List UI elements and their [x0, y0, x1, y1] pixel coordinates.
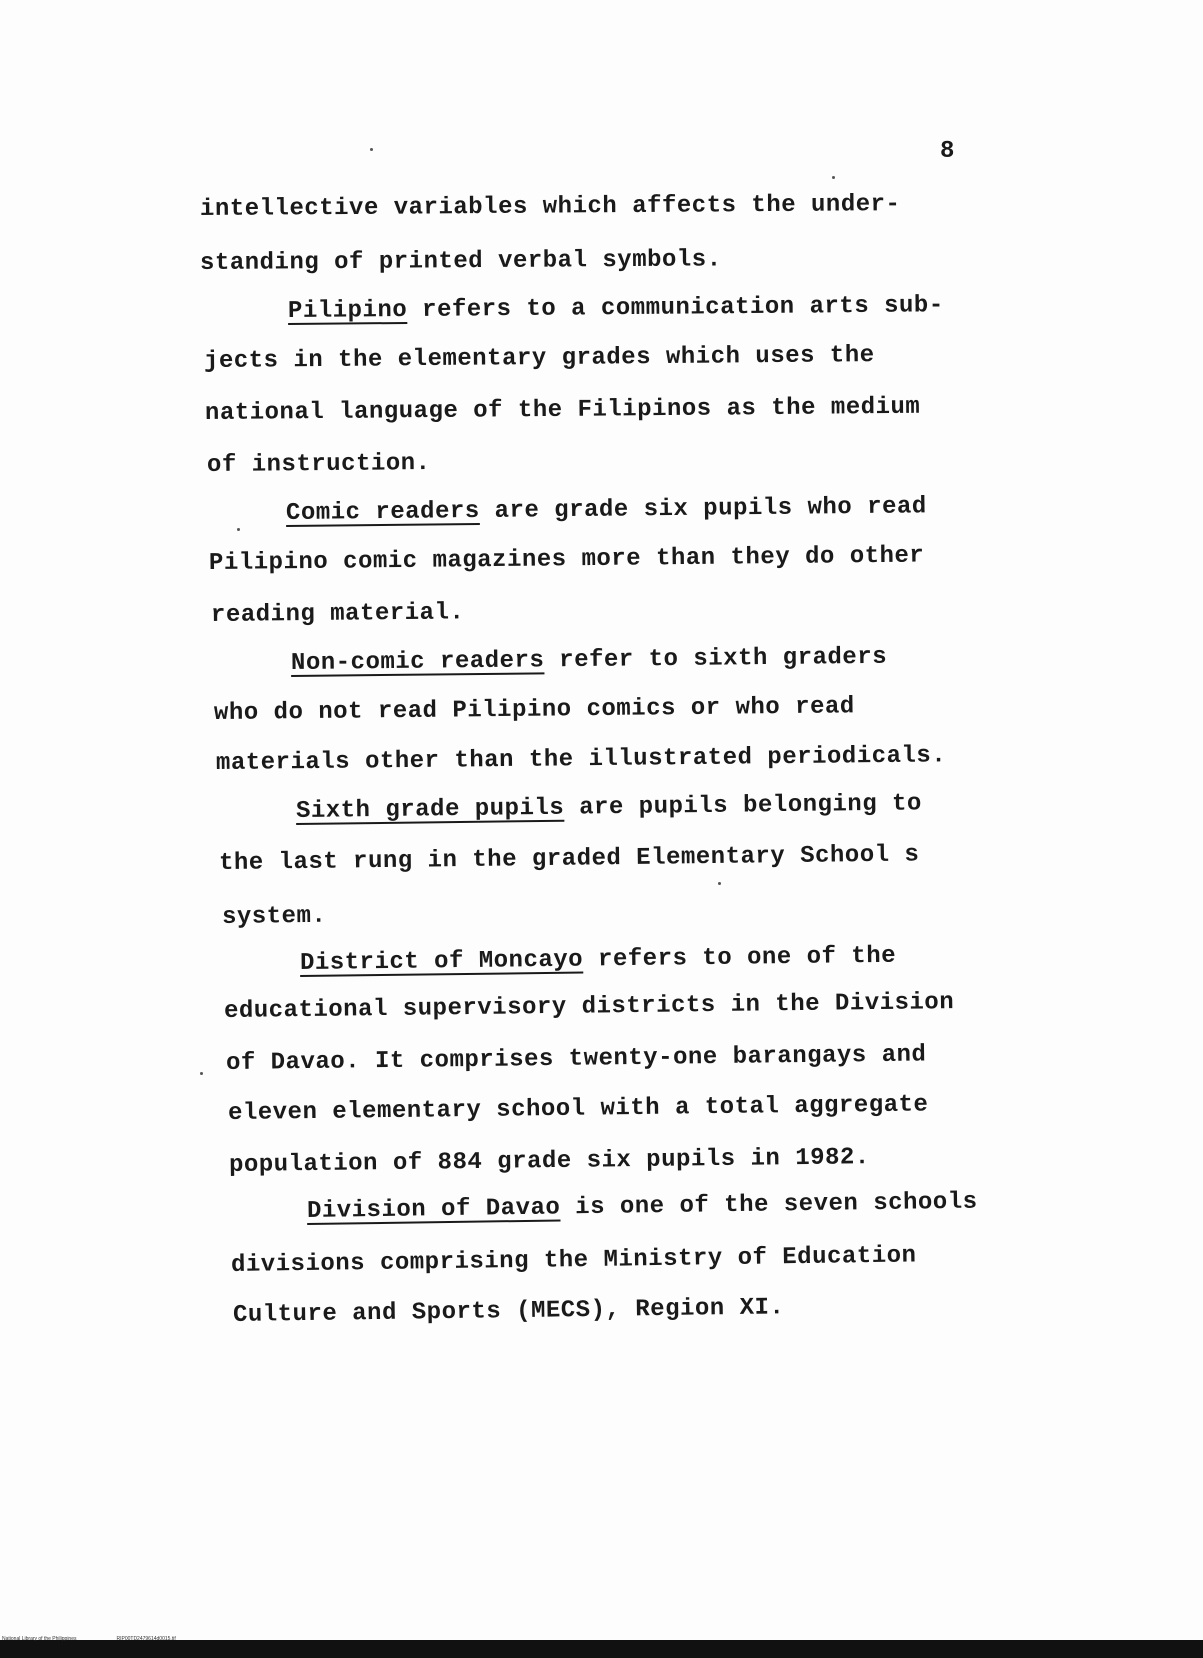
- definition-line: [291, 644, 887, 677]
- text-line: population of 884 grade six pupils in 1982.: [228, 1144, 870, 1179]
- scan-speck: [832, 176, 835, 179]
- definition-text: refers to a communication arts sub-: [407, 292, 944, 324]
- definition-text: refers to one of the: [582, 942, 897, 974]
- scan-speck: [200, 1072, 203, 1075]
- definition-text: are grade six pupils who read: [479, 493, 927, 525]
- definition-line: [288, 292, 944, 325]
- text-line: divisions comprising the Ministry of Education: [230, 1242, 917, 1279]
- text-line: standing of printed verbal symbols.: [199, 246, 722, 277]
- defined-term: Non-comic readers: [290, 647, 545, 677]
- definition-line: [296, 790, 922, 825]
- page-number: 8: [940, 138, 955, 165]
- text-line: the last rung in the graded Elementary School s: [218, 841, 920, 877]
- scan-speck: [718, 882, 721, 885]
- scan-footer-bar: [0, 1640, 1203, 1658]
- text-line: Culture and Sports (MECS), Region XI.: [232, 1294, 785, 1329]
- defined-term: Pilipino: [287, 296, 408, 325]
- text-line: jects in the elementary grades which uses the: [203, 342, 875, 375]
- text-line: educational supervisory districts in the Division: [223, 989, 955, 1025]
- defined-term: Division of Davao: [306, 1194, 561, 1225]
- text-line: Pilipino comic magazines more than they do other: [208, 542, 925, 577]
- definition-line: [307, 1189, 978, 1225]
- text-line: system.: [221, 902, 327, 931]
- definition-line: [300, 943, 896, 977]
- text-line: reading material.: [210, 599, 465, 629]
- defined-term: District of Moncayo: [299, 946, 584, 977]
- text-line: who do not read Pilipino comics or who read: [213, 693, 855, 727]
- footer-library: National Library of the Philippines: [2, 1636, 77, 1642]
- text-line: of instruction.: [206, 450, 431, 479]
- text-line: eleven elementary school with a total aggregate: [227, 1091, 929, 1127]
- definition-text: are pupils belonging to: [564, 790, 923, 822]
- text-line: intellective variables which affects the under-: [199, 191, 901, 223]
- text-line: materials other than the illustrated periodicals.: [215, 742, 947, 777]
- footer-filename: RIP00TD2479614d0015.tif: [116, 1636, 176, 1642]
- definition-line: [286, 493, 927, 527]
- defined-term: Sixth grade pupils: [295, 794, 565, 825]
- definition-text: is one of the seven schools: [560, 1188, 978, 1222]
- text-line: of Davao. It comprises twenty-one barangays and: [225, 1041, 927, 1077]
- text-line: national language of the Filipinos as the medium: [204, 393, 921, 427]
- scan-speck: [370, 148, 373, 151]
- scan-footer-text: [2, 1636, 216, 1642]
- definition-text: refer to sixth graders: [544, 643, 888, 675]
- defined-term: Comic readers: [285, 497, 480, 527]
- scan-speck: [237, 528, 240, 531]
